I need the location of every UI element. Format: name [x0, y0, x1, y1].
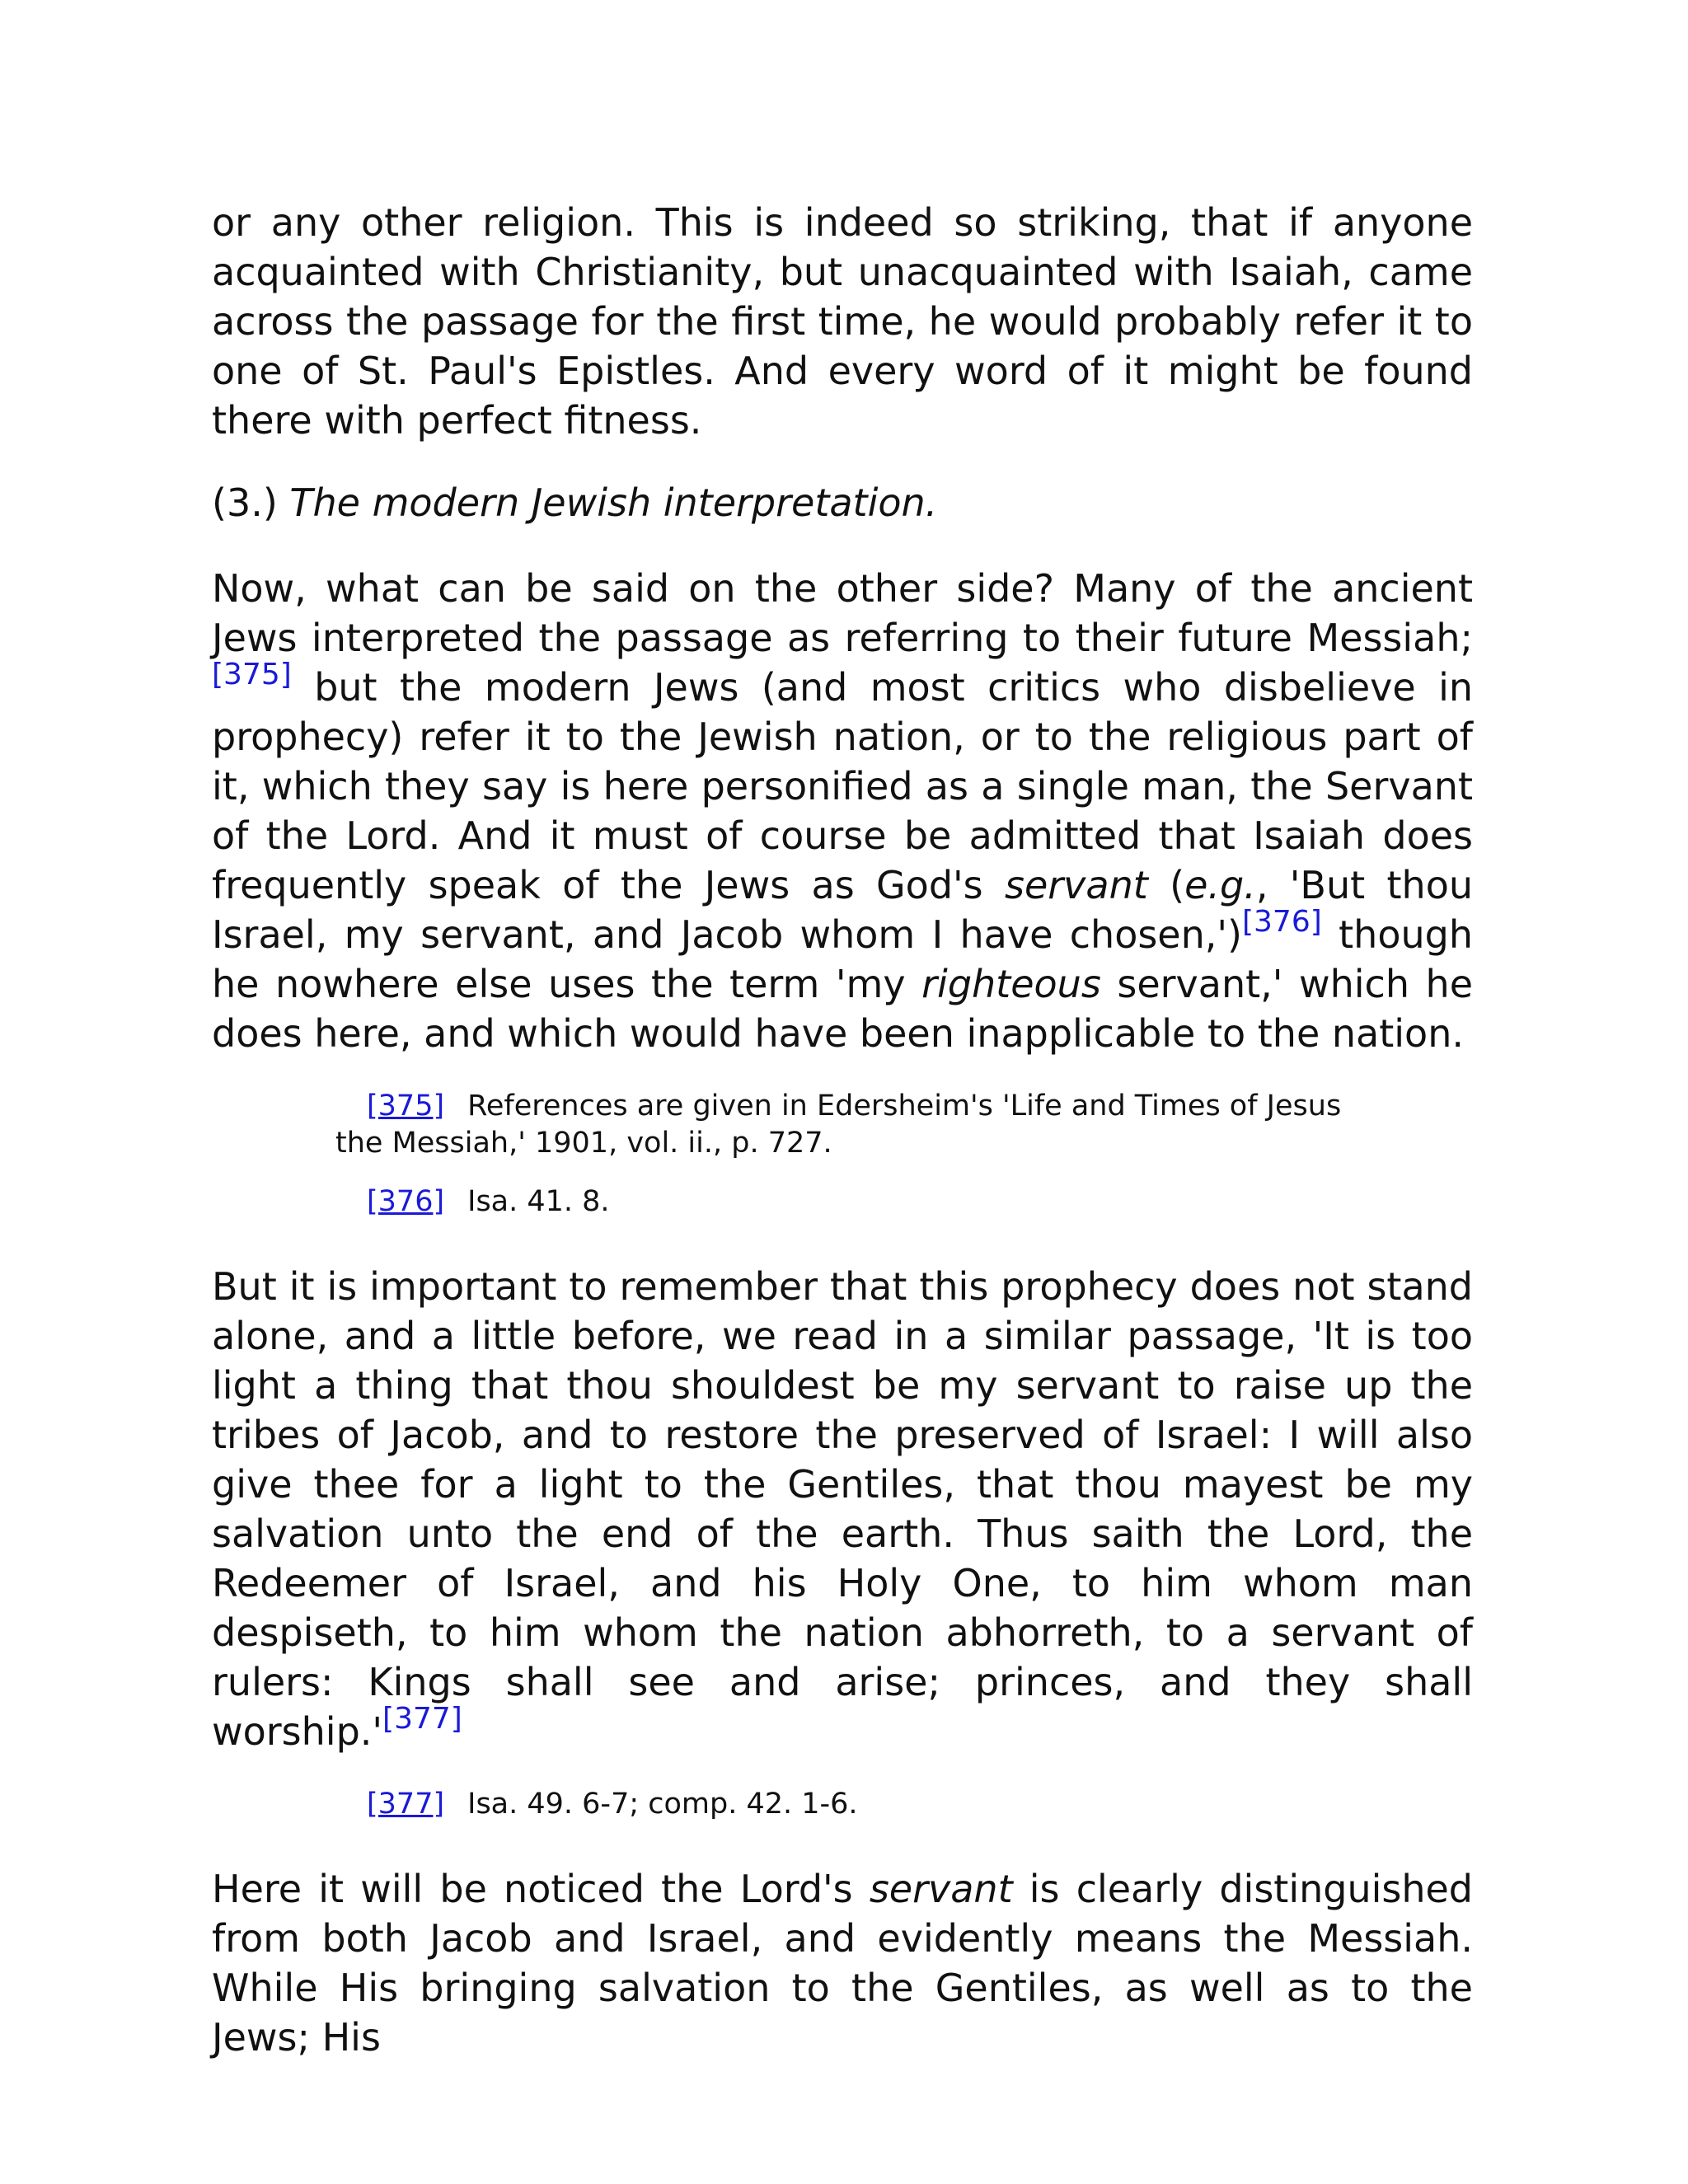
paragraph-text: Here it will be noticed the Lord's: [212, 1867, 870, 1911]
paragraph-text: is clearly distinguished from both Jacob and Israel, and evidently means the Messiah. While His bringing salvation to the Gentiles, as well as to the Jews; His: [212, 1867, 1474, 2060]
paragraph-text: but the modern Jews (and most critics who disbelieve in prophecy) refer it to the Jewish nation, or to the religious part of it, which they say is here personified as a single man, the Servant of the Lord. And it must of course be admitted that Isaiah does frequently speak of the Jews as God's: [212, 665, 1473, 907]
emphasis-text: servant: [869, 1867, 1013, 1911]
footnote-backlink-376[interactable]: [376]: [367, 1185, 445, 1218]
footnote-text: Isa. 49. 6-7; comp. 42. 1-6.: [467, 1788, 858, 1821]
paragraph-text: (: [1147, 863, 1185, 907]
paragraph-text: Now, what can be said on the other side? Many of the ancient Jews interpreted the passage as referring to their future Messiah;: [212, 566, 1473, 660]
paragraph-text: though he nowhere else uses the term 'my: [212, 912, 1473, 1006]
paragraph-text: or any other religion. This is indeed so striking, that if anyone acquainted with Christianity, but unacquainted with Isaiah, came across the passage for the first time, he would probably refer it to one of St. Paul's Epistles. And every word of it might be found there with perfect fitness.: [212, 200, 1473, 443]
page-content: [212, 198, 1473, 2062]
footnote-ref-375[interactable]: [375]: [212, 658, 292, 692]
paragraph-text: servant,' which he does here, and which would have been inapplicable to the nation.: [212, 962, 1473, 1056]
paragraph-prophecy: [212, 1262, 1473, 1756]
footnote-text: References are given in Edersheim's 'Life and Times of Jesus the Messiah,' 1901, vol. ii., p. 727.: [335, 1090, 1342, 1160]
footnote-backlink-377[interactable]: [377]: [367, 1788, 445, 1821]
emphasis-text: e.g.: [1184, 863, 1256, 907]
footnote-backlink-375[interactable]: [375]: [367, 1090, 445, 1122]
footnote-375: [212, 1088, 1473, 1162]
footnote-ref-376[interactable]: [376]: [1241, 905, 1322, 940]
section-heading: [212, 478, 1473, 527]
emphasis-text: righteous: [921, 962, 1101, 1006]
emphasis-text: servant: [1004, 863, 1148, 907]
paragraph-text: But it is important to remember that this prophecy does not stand alone, and a little before, we read in a similar passage, 'It is too light a thing that thou shouldest be my servant to raise up the tribes of Jacob, and to restore the preserved of Israel: I will also give thee for a light to the Gentiles, that thou mayest be my salvation unto the end of the earth. Thus saith the Lord, the Redeemer of Israel, and his Holy One, to him whom man despiseth, to him whom the nation abhorreth, to a servant of rulers: Kings shall see and arise; princes, and they shall worship.': [212, 1264, 1473, 1754]
section-title: The modern Jewish interpretation.: [289, 480, 938, 525]
section-number: (3.): [212, 480, 290, 525]
footnote-377: [212, 1786, 1473, 1823]
paragraph-other-side: [212, 564, 1473, 1058]
footnote-ref-377[interactable]: [377]: [382, 1702, 462, 1736]
paragraph-servant: [212, 1864, 1473, 2062]
paragraph-text: , 'But thou Israel, my servant, and Jacob whom I have chosen,'): [212, 863, 1474, 957]
footnote-376: [212, 1183, 1473, 1221]
paragraph-religion: [212, 198, 1473, 445]
footnote-text: Isa. 41. 8.: [467, 1185, 610, 1218]
